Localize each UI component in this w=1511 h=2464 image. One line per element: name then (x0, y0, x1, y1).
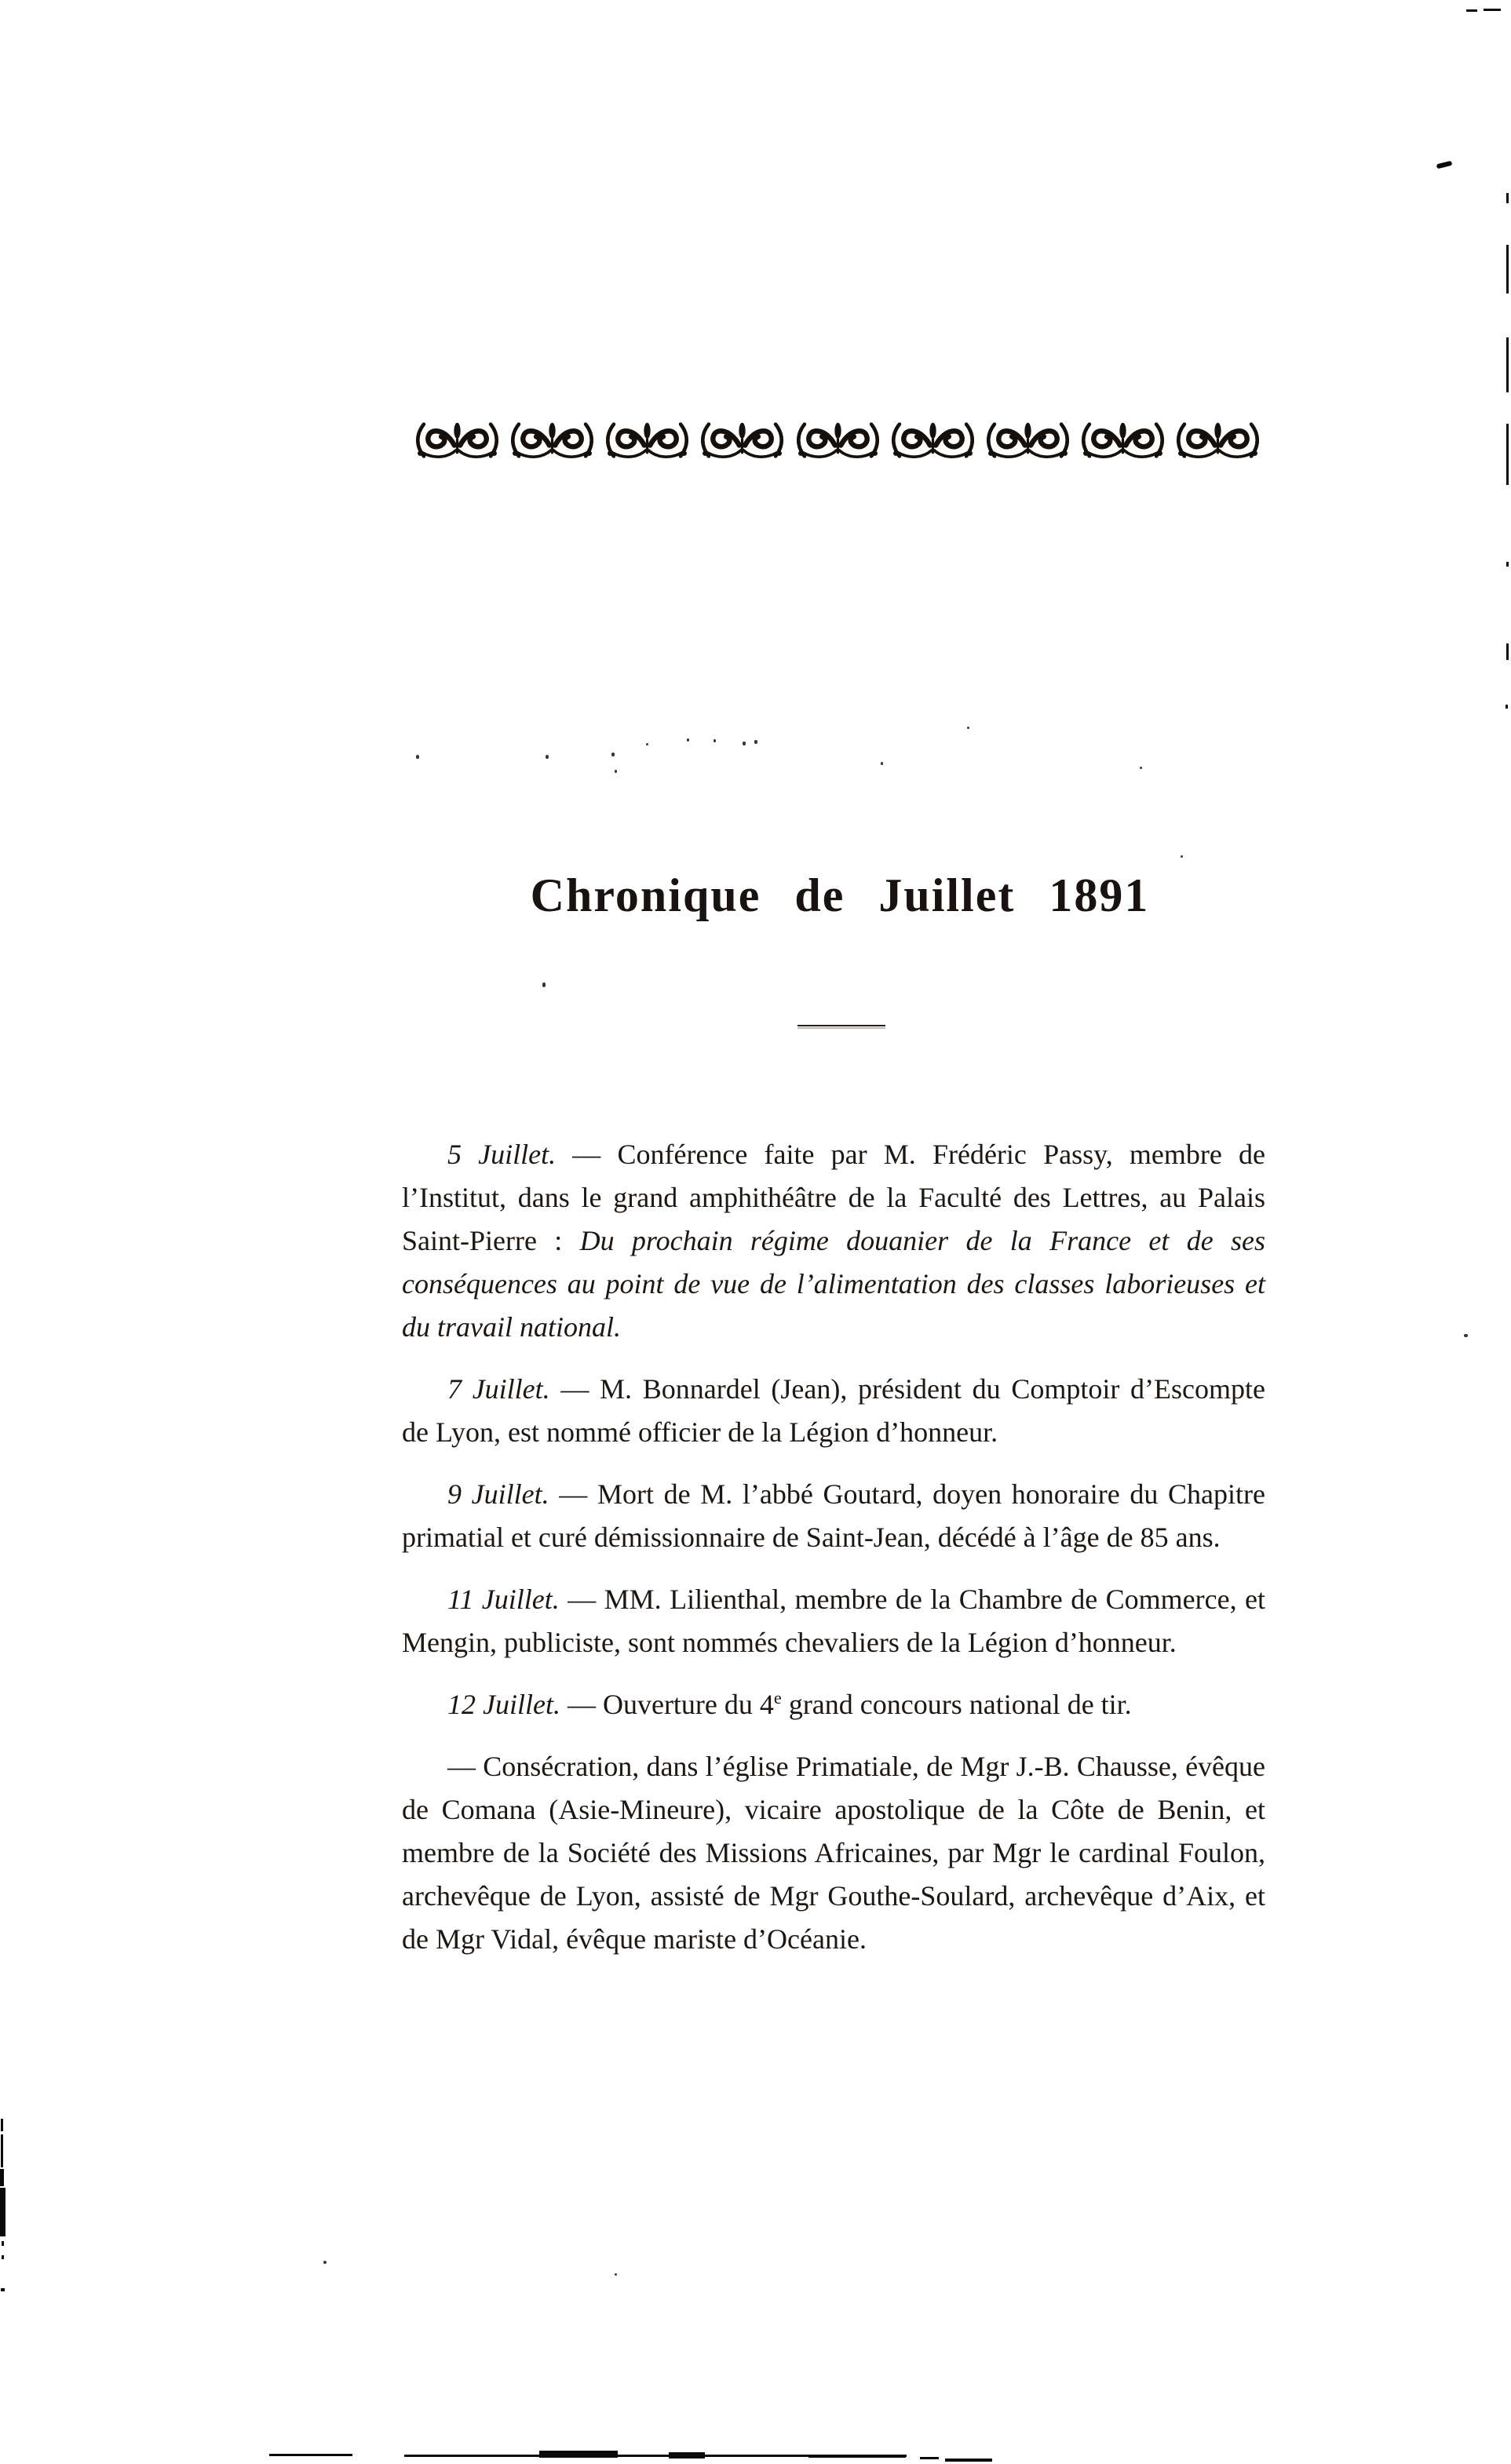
scan-artifact (669, 2452, 705, 2459)
fleuron-icon (508, 421, 597, 460)
fleuron-icon (984, 421, 1072, 460)
page-title: Chronique de Juillet 1891 (530, 869, 1150, 922)
scan-speck (754, 740, 757, 744)
scan-speck (687, 738, 689, 742)
fleuron-icon (603, 421, 692, 460)
scan-artifact (269, 2454, 352, 2456)
text-run: — Ouverture du 4 (560, 1689, 774, 1720)
scan-artifact (1466, 9, 1477, 12)
text-run: 11 Juillet. (447, 1584, 560, 1615)
paragraph (402, 1133, 1265, 1349)
scan-artifact (945, 2459, 992, 2462)
fleuron-icon (1079, 421, 1167, 460)
scan-artifact (1, 2119, 3, 2131)
scan-artifact (1506, 245, 1509, 293)
scan-artifact (1506, 643, 1509, 660)
scan-artifact (1506, 562, 1509, 567)
scan-artifact (808, 2455, 906, 2458)
text-run: — Conférence faite par M. Frédéric Passy, membre de l’Institut, dans le grand amphithéâtre de la Faculté des Lettres, au Palais Saint-Pierre : (402, 1139, 1266, 1256)
scan-speck (323, 2261, 327, 2264)
scan-artifact (0, 2188, 5, 2236)
scan-artifact (1, 2288, 5, 2291)
text-run: grand concours national de tir. (781, 1689, 1132, 1720)
paragraph (402, 1745, 1265, 1961)
scan-speck (542, 982, 546, 987)
scan-speck (615, 770, 617, 773)
scan-artifact (539, 2451, 618, 2458)
scan-artifact (920, 2457, 939, 2459)
scan-artifact (1, 2134, 3, 2167)
text-run: — MM. Lilienthal, membre de la Chambre de Commerce, et Mengin, publiciste, sont nommés chevaliers de la Légion d’honneur. (402, 1584, 1265, 1658)
ornament-border (413, 420, 1262, 461)
scan-speck (1464, 1334, 1468, 1337)
scan-artifact (2, 2255, 4, 2259)
fleuron-icon (413, 421, 502, 460)
scan-speck (967, 727, 969, 729)
paragraph (402, 1368, 1265, 1454)
scan-speck (646, 743, 648, 745)
text-run: 12 Juillet. (447, 1689, 560, 1720)
scan-artifact (1506, 193, 1509, 203)
text-run: 7 Juillet. (447, 1373, 550, 1405)
text-run: e (773, 1688, 782, 1708)
scan-speck (546, 755, 549, 759)
scan-artifact (0, 2169, 4, 2186)
scan-artifact (1436, 161, 1453, 169)
scan-speck (881, 762, 883, 765)
scan-speck (743, 742, 746, 745)
scan-speck (1181, 855, 1183, 858)
paragraph (402, 1473, 1265, 1559)
fleuron-icon (698, 421, 787, 460)
scan-speck (714, 739, 716, 742)
text-run: — Consécration, dans l’église Primatiale, de Mgr J.-B. Chausse, évêque de Comana (Asie-Mineure), vicaire apostolique de la Côte de Benin, et membre de la Société des Missions Africaines, par Mgr le cardinal Foulon, archevêque de Lyon, assisté de Mgr Gouthe-Soulard, archevêque d’Aix, et de Mgr Vidal, évêque mariste d’Océanie. (402, 1751, 1265, 1955)
fleuron-icon (889, 421, 977, 460)
fleuron-icon (1173, 421, 1262, 460)
text-run: — M. Bonnardel (Jean), président du Comptoir d’Escompte de Lyon, est nommé officier de la Légion d’honneur. (402, 1373, 1265, 1448)
text-run: Du prochain régime douanier de la France et de ses conséquences au point de vue de l’alimentation des classes laborieuses et du travail national. (402, 1225, 1265, 1343)
fleuron-icon (794, 421, 882, 460)
scan-artifact (1484, 9, 1501, 11)
scan-artifact (1506, 337, 1509, 392)
scan-artifact (2, 2241, 4, 2246)
document-body (402, 1133, 1265, 1961)
text-run: — Mort de M. l’abbé Goutard, doyen honoraire du Chapitre primatial et curé démissionnaire de Saint-Jean, décédé à l’âge de 85 ans. (402, 1478, 1265, 1553)
text-run: 9 Juillet. (447, 1478, 549, 1510)
scan-speck (611, 753, 615, 756)
scan-speck (416, 755, 419, 759)
text-run: 5 Juillet. (447, 1139, 557, 1170)
scan-speck (1140, 767, 1142, 769)
paragraph (402, 1683, 1265, 1726)
scan-artifact (1506, 424, 1509, 485)
scan-speck (615, 2273, 617, 2276)
title-rule (797, 1025, 885, 1026)
paragraph (402, 1578, 1265, 1664)
scan-artifact (1506, 705, 1508, 709)
